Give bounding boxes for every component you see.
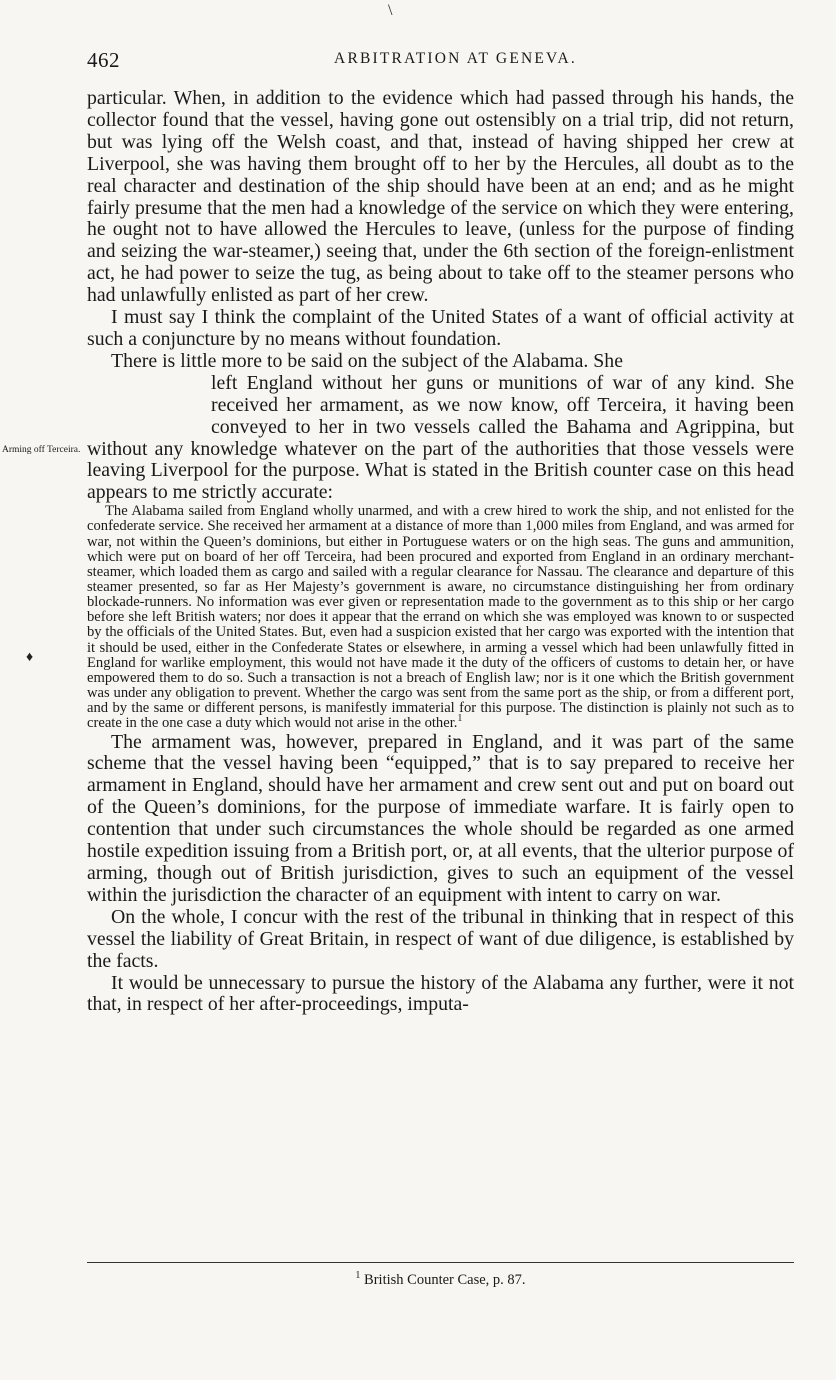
footnote-text: British Counter Case, p. 87. [364, 1272, 526, 1288]
running-head: ARBITRATION AT GENEVA. [334, 50, 577, 67]
paragraph-6: It would be unnecessary to pursue the history of the Alabama any further, were it not that, in respect of her after-proceedings, imputa- [87, 971, 794, 1016]
block-quote [87, 504, 794, 731]
paragraph-3-body: left England without her guns or munitions of war of any kind. She received her armament, as we now know, off Terceira, it having been conveyed to her in two vessels called the Bahama and Agrippina, but without any knowledge whatever on the part of the authorities that those vessels were leaving Liverpool for the purpose. What is stated in the British counter case on this head appears to me strictly accurate: [87, 371, 794, 504]
footnote-rule [87, 1262, 794, 1263]
page-header [87, 44, 794, 74]
block-quote-text: The Alabama sailed from England wholly unarmed, and with a crew hired to work the ship, and not enlisted for the confederate service. She received her armament at a distance of more than 1,000 miles from England, and was armed for war, not within the Queen’s dominions, but either in Portuguese waters or on the high seas. The guns and ammunition, which were put on board of her off Terceira, had been procured and exported from England in an ordinary merchant-steamer, which loaded them as cargo and sailed with a regular clearance for Nassau. The clearance and departure of this steamer presented, so far as Her Majesty’s government is aware, no circumstance distinguishing her from ordinary blockade-runners. No information was ever given or representation made to the government as to this ship or her cargo before she left British waters; nor does it appear that the errand on which she was employed was known to or suspected by the officials of the United States. But, even had a suspicion existed that her cargo was exported with the intention that it should be used, either in the Confederate States or elsewhere, in arming a vessel which had been unlawfully fitted in England for warlike employment, this would not have made it the duty of the officers of customs to detain her, or have empowered them to do so. Such a transaction is not a breach of English law; nor is it one which the British government was under any obligation to prevent. Whether the cargo was sent from the same port as the ship, or from a different port, and by the same or different persons, is manifestly immaterial for this purpose. The distinction is plainly not such as to create in the one case a duty which would not arise in the other. [87, 503, 794, 732]
footnote [87, 1272, 794, 1289]
paragraph-2: I must say I think the complaint of the United States of a want of official activity at such a conjuncture by no means without foundation. [87, 306, 794, 350]
paragraph-5: On the whole, I concur with the rest of the tribunal in thinking that in respect of this vessel the liability of Great Britain, in respect of want of due diligence, is established by the facts. [87, 905, 794, 972]
stray-mark-top: \ [388, 2, 393, 19]
side-note: Arming off Terceira. [2, 445, 81, 455]
paragraph-4: The armament was, however, prepared in England, and it was part of the same scheme that the vessel having been “equipped,” that is to say prepared to receive her armament in England, should have her armament and crew sent out and put on board out of the Queen’s dominions, for the purpose of immediate warfare. It is fairly open to contention that under such circumstances the whole should be regarded as one armed hostile expedition issuing from a British port, or, at all events, that the ulterior purpose of arming, though out of British jurisdiction, gives to such an equipment of the vessel within the jurisdiction the character of an equipment with intent to carry on war. [87, 730, 794, 906]
body-text [2, 87, 794, 1016]
page-number: 462 [87, 48, 120, 72]
paragraph-3-block [2, 371, 794, 504]
paragraph-1: particular. When, in addition to the evidence which had passed through his hands, the collector found that the vessel, having gone out ostensibly on a trial trip, did not return, but was lying off the Welsh coast, and that, instead of having shipped her crew at Liverpool, she was having them brought off to her by the Hercules, all doubt as to the real character and destination of the ship should have been at an end; and as he might fairly presume that the men had a knowledge of the service on which they were entering, he ought not to have allowed the Hercules to leave, (unless for the purpose of finding and seizing the war-steamer,) seeing that, under the 6th section of the foreign-enlistment act, he had power to seize the tug, as being about to take off to the steamer persons who had unlawfully enlisted as part of her crew. [87, 87, 794, 307]
side-note-space [87, 373, 211, 417]
stray-mark-bullet: ♦ [26, 650, 34, 665]
paragraph-3-first-line: There is little more to be said on the subject of the Alabama. She [111, 349, 623, 372]
quote-footnote-ref: 1 [457, 713, 463, 725]
footnote-marker: 1 [355, 1270, 361, 1282]
